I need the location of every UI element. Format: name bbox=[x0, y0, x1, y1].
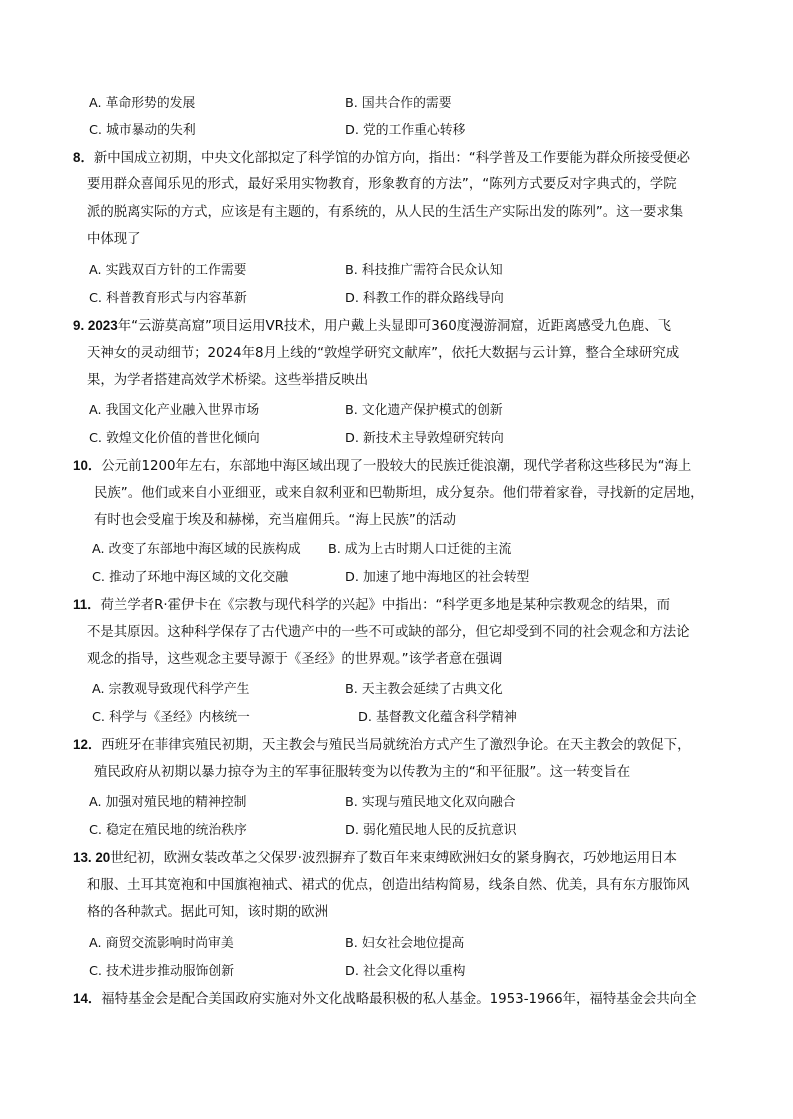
q8-option-a: A. 实践双百方针的工作需要 bbox=[89, 263, 247, 278]
q9-line-1: 9. 2023年“云游莫高窟”项目运用VR技术，用户戴上头显即可360度漫游洞窟，近距离感受九色鹿、飞 bbox=[73, 318, 672, 334]
q12-option-d: D. 弱化殖民地人民的反抗意识 bbox=[345, 823, 517, 838]
q11-line-3: 观念的指导，这些观念主要导源于《圣经》的世界观。”该学者意在强调 bbox=[87, 652, 503, 667]
q10-line-1: 10．公元前1200年左右，东部地中海区域出现了一股较大的民族迁徙浪潮，现代学者称这些移民为“海上 bbox=[73, 458, 692, 474]
q14-number: 14． bbox=[73, 991, 102, 1006]
q8-line-3: 派的脱离实际的方式，应该是有主题的，有系统的，从人民的生活生产实际出发的陈列”。这一要求集 bbox=[87, 205, 684, 220]
q9-option-a: A. 我国文化产业融入世界市场 bbox=[89, 403, 260, 418]
q14-line-1: 14．福特基金会是配合美国政府实施对外文化战略最积极的私人基金。1953-1966年，福特基金会共向全 bbox=[73, 991, 697, 1007]
q12-option-a: A. 加强对殖民地的精神控制 bbox=[89, 795, 247, 810]
q11-line-1: 11．荷兰学者R·霍伊卡在《宗教与现代科学的兴起》中指出：“科学更多地是某种宗教观念的结果，而 bbox=[73, 597, 671, 613]
q8-option-d: D. 科教工作的群众路线导向 bbox=[345, 291, 504, 306]
q10-number: 10． bbox=[73, 458, 102, 473]
q10-option-a: A. 改变了东部地中海区域的民族构成 bbox=[92, 542, 301, 557]
q11-line-2: 不是其原因。这种科学保存了古代遗产中的一些不可或缺的部分，但它却受到不同的社会观念和方法论 bbox=[87, 625, 690, 640]
q8-line-2: 要用群众喜闻乐见的形式，最好采用实物教育，形象教育的方法”，“陈列方式要反对字典式的，学院 bbox=[87, 177, 677, 192]
q13-line-2: 和服、土耳其宽袍和中国旗袍袖式、裙式的优点，创造出结构简易，线条自然、优美，具有东方服饰风 bbox=[87, 878, 690, 893]
q13-line-3: 格的各种款式。据此可知，该时期的欧洲 bbox=[87, 905, 329, 920]
q8-option-c: C. 科普教育形式与内容革新 bbox=[89, 291, 247, 306]
q13-line-1: 13. 20世纪初，欧洲女装改革之父保罗·波烈摒弃了数百年来束缚欧洲妇女的紧身胸衣，巧妙地运用日本 bbox=[73, 850, 677, 866]
q13-option-b: B. 妇女社会地位提高 bbox=[345, 936, 465, 951]
q10-line-2: 民族”。他们或来自小亚细亚，或来自叙利亚和巴勒斯坦，成分复杂。他们带着家眷，寻找新的定居地， bbox=[94, 486, 704, 501]
q7-option-a: A. 革命形势的发展 bbox=[89, 96, 196, 111]
q9-line-3: 果，为学者搭建高效学术桥梁。这些举措反映出 bbox=[87, 373, 369, 388]
q11-option-b: B. 天主教会延续了古典文化 bbox=[345, 682, 503, 697]
q10-line-3: 有时也会受雇于埃及和赫梯，充当雇佣兵。“海上民族”的活动 bbox=[94, 513, 457, 528]
q9-option-d: D. 新技术主导敦煌研究转向 bbox=[345, 431, 504, 446]
q9-option-b: B. 文化遗产保护模式的创新 bbox=[345, 403, 503, 418]
q10-option-d: D. 加速了地中海地区的社会转型 bbox=[345, 570, 530, 585]
q10-option-c: C. 推动了环地中海区域的文化交融 bbox=[92, 570, 289, 585]
q12-line-1: 12．西班牙在菲律宾殖民初期，天主教会与殖民当局就统治方式产生了激烈争论。在天主教会的敦促下， bbox=[73, 737, 691, 753]
q12-option-b: B. 实现与殖民地文化双向融合 bbox=[345, 795, 516, 810]
q13-option-a: A. 商贸交流影响时尚审美 bbox=[89, 936, 234, 951]
q7-option-c: C. 城市暴动的失利 bbox=[89, 123, 196, 138]
q10-option-b: B. 成为上古时期人口迁徙的主流 bbox=[328, 542, 512, 557]
q13-number: 13. 20 bbox=[73, 850, 111, 865]
q13-option-c: C. 技术进步推动服饰创新 bbox=[89, 964, 235, 979]
q9-line-2: 天神女的灵动细节；2024年8月上线的“敦煌学研究文献库”，依托大数据与云计算，整合全球研究成 bbox=[87, 346, 680, 361]
q12-option-c: C. 稳定在殖民地的统治秩序 bbox=[89, 823, 247, 838]
q13-option-d: D. 社会文化得以重构 bbox=[345, 964, 466, 979]
q8-line-4: 中体现了 bbox=[87, 232, 141, 247]
q9-number: 9. 2023 bbox=[73, 318, 118, 333]
q11-option-d: D. 基督教文化蕴含科学精神 bbox=[358, 710, 517, 725]
q12-number: 12． bbox=[73, 737, 102, 752]
q7-option-d: D. 党的工作重心转移 bbox=[345, 123, 466, 138]
q8-number: 8． bbox=[73, 150, 94, 165]
q11-option-a: A. 宗教观导致现代科学产生 bbox=[92, 682, 250, 697]
q7-option-b: B. 国共合作的需要 bbox=[345, 96, 452, 111]
q11-option-c: C. 科学与《圣经》内核统一 bbox=[92, 710, 250, 725]
q11-number: 11． bbox=[73, 597, 101, 612]
q12-line-2: 殖民政府从初期以暴力掠夺为主的军事征服转变为以传教为主的“和平征服”。这一转变旨在 bbox=[94, 765, 631, 780]
q9-option-c: C. 敦煌文化价值的普世化倾向 bbox=[89, 431, 260, 446]
q8-line-1: 8．新中国成立初期，中央文化部拟定了科学馆的办馆方向，指出：“科学普及工作要能为群众所接受便必 bbox=[73, 150, 690, 166]
q8-option-b: B. 科技推广需符合民众认知 bbox=[345, 263, 503, 278]
